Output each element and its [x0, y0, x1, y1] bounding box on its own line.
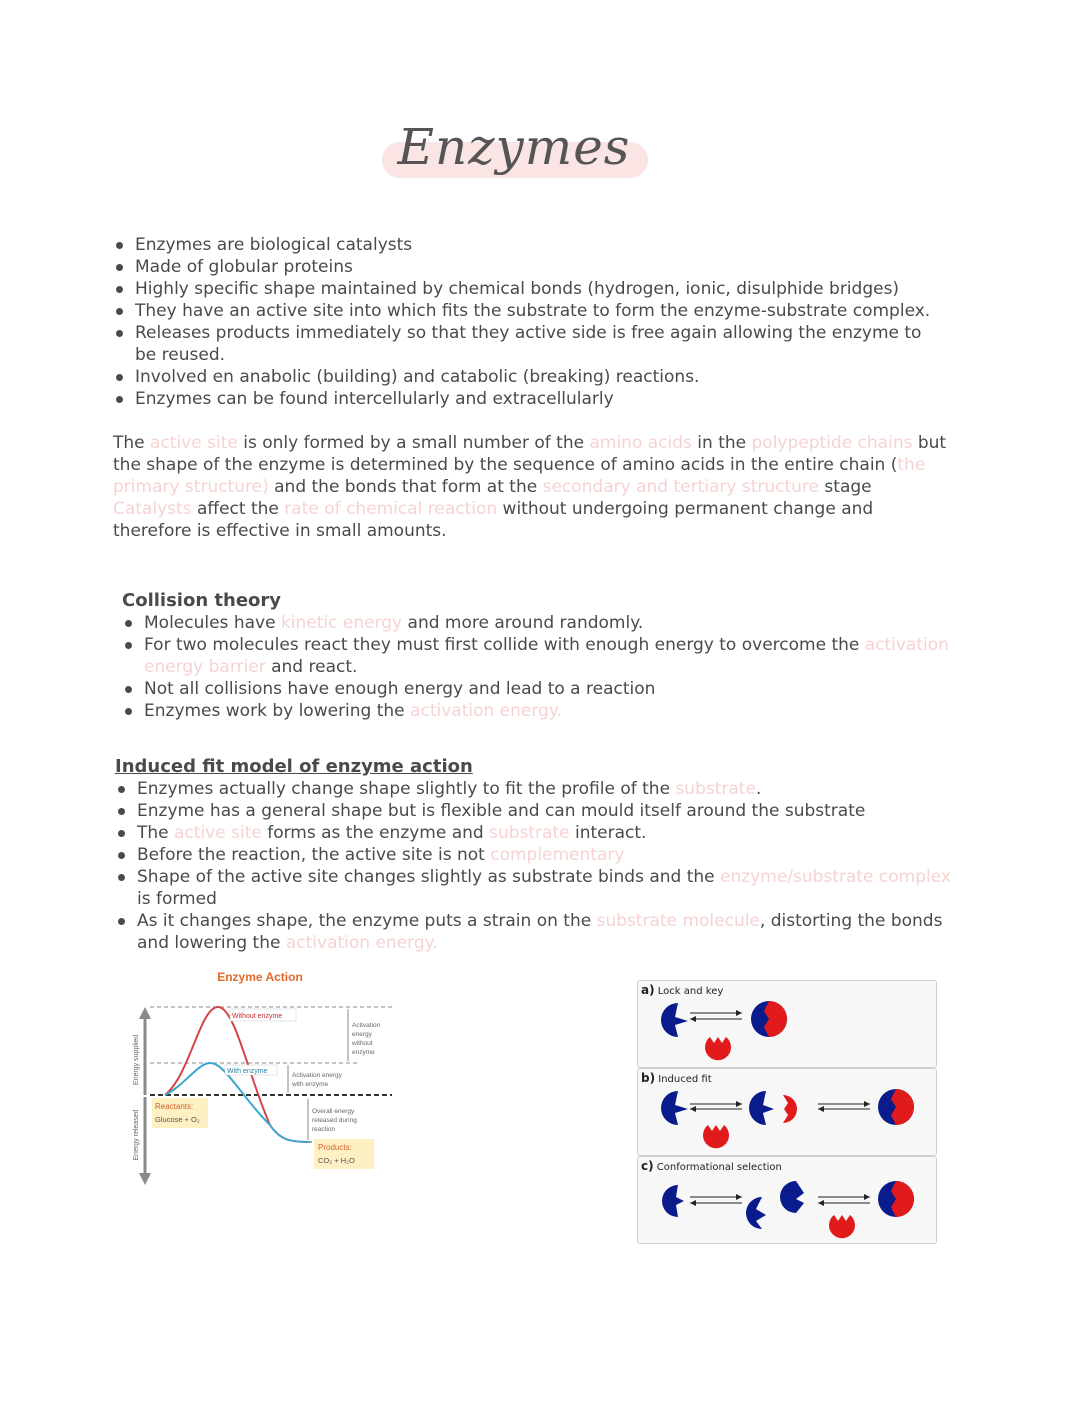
- paragraph-text: stage: [819, 477, 872, 497]
- model-panel-conformational-selection: [637, 1156, 937, 1244]
- without-enzyme-label: Without enzyme: [232, 1013, 283, 1020]
- collision-heading: Collision theory: [122, 590, 282, 611]
- induced-bullet: The active site forms as the enzyme and substrate interact.: [115, 822, 955, 844]
- keyword-secondary-tertiary: secondary and tertiary structure: [542, 477, 820, 497]
- energy-axis: [139, 1007, 151, 1185]
- axis-label-released: Energy released: [133, 1109, 140, 1161]
- intro-bullet: Releases products immediately so that they active side is free again allowing the enzyme to be reused.: [113, 322, 943, 366]
- keyword-catalysts: Catalysts: [113, 499, 192, 519]
- paragraph-text: The: [113, 433, 151, 453]
- intro-bullet-list: [113, 234, 943, 410]
- model-label: Conformational selection: [656, 1162, 782, 1173]
- substrate-shape: [705, 1037, 731, 1060]
- page-title: Enzymes: [397, 118, 631, 176]
- diagram-title: Enzyme Action: [217, 970, 303, 984]
- act-without-label: Activation energy without enzyme: [352, 1022, 381, 1056]
- enzyme-action-diagram: [130, 965, 400, 1190]
- model-letter: b): [641, 1071, 656, 1085]
- keyword-activation-energy: activation energy.: [410, 701, 562, 721]
- model-panel-lock-and-key: [637, 980, 937, 1068]
- induced-bullet: Shape of the active site changes slightly as substrate binds and the enzyme/substrate complex is formed: [115, 866, 955, 910]
- model-label: Induced fit: [658, 1074, 712, 1085]
- model-letter: a): [641, 983, 655, 997]
- keyword-primary-structure: the primary structure): [113, 455, 926, 497]
- collision-bullet: Not all collisions have enough energy and lead to a reaction: [122, 678, 952, 700]
- induced-bullet: Enzymes actually change shape slightly to fit the profile of the substrate.: [115, 778, 955, 800]
- induced-fit-heading: Induced fit model of enzyme action: [115, 756, 473, 777]
- axis-label-supplied: Energy supplied: [133, 1034, 140, 1086]
- reactants-label: Reactants:: [155, 1102, 194, 1111]
- intro-bullet: They have an active site into which fits the substrate to form the enzyme-substrate complex.: [113, 300, 943, 322]
- paragraph-text: in the: [691, 433, 752, 453]
- products-label: Products:: [318, 1143, 352, 1152]
- model-panel-induced-fit: [637, 1068, 937, 1156]
- keyword-active-site: active site: [174, 823, 262, 843]
- paragraph-text: without undergoing permanent change and therefore is effective in small amounts.: [113, 499, 874, 541]
- keyword-kinetic-energy: kinetic energy: [280, 613, 403, 633]
- keyword-polypeptide-chains: polypeptide chains: [751, 433, 913, 453]
- enzyme-models-figure: [637, 980, 937, 1242]
- keyword-complementary: complementary: [490, 845, 625, 865]
- induced-fit-bullet-list: [115, 778, 955, 954]
- intro-section: [113, 234, 943, 410]
- collision-bullet: For two molecules react they must first collide with enough energy to overcome the activation energy barrier and react.: [122, 634, 952, 678]
- paragraph-text: affect the: [191, 499, 285, 519]
- title-area: [380, 118, 648, 186]
- model-letter: c): [641, 1159, 654, 1173]
- keyword-active-site: active site: [150, 433, 238, 453]
- induced-bullet: Enzyme has a general shape but is flexible and can mould itself around the substrate: [115, 800, 955, 822]
- keyword-substrate: substrate: [675, 779, 756, 799]
- intro-bullet: Enzymes are biological catalysts: [113, 234, 943, 256]
- keyword-rate-of-reaction: rate of chemical reaction: [284, 499, 498, 519]
- intro-bullet: Highly specific shape maintained by chemical bonds (hydrogen, ionic, disulphide bridges): [113, 278, 943, 300]
- induced-bullet: As it changes shape, the enzyme puts a strain on the substrate molecule, distorting the bonds and lowering the activation energy.: [115, 910, 955, 954]
- collision-bullet-list: [122, 612, 952, 722]
- keyword-substrate-molecule: substrate molecule: [596, 911, 760, 931]
- paragraph-text: and the bonds that form at the: [268, 477, 543, 497]
- lock-and-key-illustration: [638, 981, 936, 1067]
- keyword-activation-energy: activation energy.: [285, 933, 438, 953]
- overall-energy-label: Overall energy released during reaction: [312, 1108, 357, 1133]
- with-enzyme-label: With enzyme: [227, 1068, 268, 1075]
- enzyme-shape: [661, 1003, 688, 1037]
- keyword-substrate: substrate: [489, 823, 570, 843]
- active-site-paragraph: [113, 432, 953, 542]
- keyword-amino-acids: amino acids: [589, 433, 692, 453]
- intro-bullet: Involved en anabolic (building) and catabolic (breaking) reactions.: [113, 366, 943, 388]
- keyword-activation-energy-barrier: activation energy barrier: [144, 635, 949, 677]
- keyword-enzyme-substrate-complex: enzyme/substrate complex: [720, 867, 951, 887]
- induced-fit-illustration: [638, 1069, 936, 1155]
- induced-fit-section: [115, 756, 955, 954]
- intro-bullet: Made of globular proteins: [113, 256, 943, 278]
- paragraph-text: is only formed by a small number of the: [237, 433, 590, 453]
- collision-section: [122, 590, 952, 722]
- paragraph-text: but the shape of the enzyme is determined by the sequence of amino acids in the entire chain (: [113, 433, 947, 475]
- induced-bullet: Before the reaction, the active site is not complementary: [115, 844, 955, 866]
- collision-bullet: Molecules have kinetic energy and more around randomly.: [122, 612, 952, 634]
- collision-bullet: Enzymes work by lowering the activation energy.: [122, 700, 952, 722]
- model-label: Lock and key: [657, 986, 724, 997]
- reactants-value: Glucose + O₂: [155, 1115, 200, 1124]
- act-with-label: Activation energy with enzyme: [292, 1072, 342, 1088]
- products-value: CO₂ + H₂O: [318, 1156, 355, 1165]
- intro-bullet: Enzymes can be found intercellularly and extracellularly: [113, 388, 943, 410]
- conformational-selection-illustration: [638, 1157, 936, 1243]
